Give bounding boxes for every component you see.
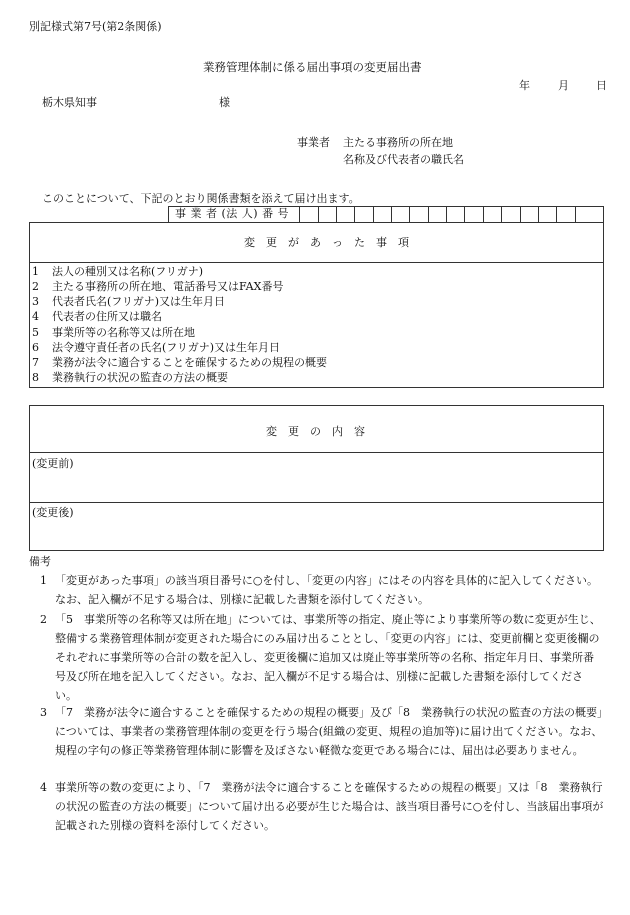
notes-title: 備考 — [29, 555, 51, 568]
date-year: 年 — [519, 79, 530, 92]
changed-item-7[interactable]: 7 業務が法令に適合することを確保するための規程の概要 — [32, 356, 327, 369]
intro-text: このことについて、下記のとおり関係書類を添えて届け出ます。 — [42, 192, 360, 205]
changed-item-8[interactable]: 8 業務執行の状況の監査の方法の概要 — [32, 371, 228, 384]
note-4: 4 事業所等の数の変更により、「7 業務が法令に適合することを確保するための規程の概要」又は「8 業務執行の状況の監査の方法の概要」について届け出る必要が生じた場合は、該当項目番号に○を付し、当該届出事項が記載された別様の資料を添付してください。 — [40, 781, 604, 832]
document-title: 業務管理体制に係る届出事項の変更届出書 — [203, 60, 422, 74]
business-id-label: 事 業 者 (法 人) 番 号 — [175, 207, 290, 220]
note-1: 1 「変更があった事項」の該当項目番号に○を付し、「変更の内容」にはその内容を具体的に記入してください。なお、記入欄が不足する場合は、別様に記載した書類を添付してください。 — [40, 574, 598, 606]
changed-item-6[interactable]: 6 法令遵守責任者の氏名(フリガナ)又は生年月日 — [32, 341, 281, 354]
operator-name-label: 名称及び代表者の職氏名 — [343, 153, 464, 166]
operator-address-label: 主たる事務所の所在地 — [343, 136, 453, 149]
note-2: 2 「5 事業所等の名称等又は所在地」については、事業所等の指定、廃止等により事業所等の数に変更が生じ、整備する業務管理体制が変更された場合にのみ届け出ることとし、「変更の内容」には、変更前欄と変更後欄のそれぞれに事業所等の合計の数を記入し、変更後欄に追加又は廃止等事業所等の名称、指定年月日、事業所番号及び所在地を記入してください。なお、記入欄が不足する場合は、別様に記載した書類を添付してください。 — [40, 613, 601, 702]
date-day: 日 — [596, 79, 607, 92]
change-content-header: 変 更 の 内 容 — [266, 425, 365, 438]
changed-items-header: 変 更 が あ っ た 事 項 — [244, 236, 409, 249]
changed-item-3[interactable]: 3 代表者氏名(フリガナ)又は生年月日 — [32, 295, 226, 308]
changed-item-4[interactable]: 4 代表者の住所又は職名 — [32, 310, 162, 323]
changed-item-1[interactable]: 1 法人の種別又は名称(フリガナ) — [32, 265, 204, 278]
after-label: (変更後) — [32, 506, 74, 519]
operator-label: 事業者 — [297, 136, 330, 149]
note-3: 3 「7 業務が法令に適合することを確保するための規程の概要」及び「8 業務執行の状況の監査の方法の概要」については、事業者の業務管理体制の変更を行う場合(組織の変更、規程の追加等)に届け出てください。なお、規程の字句の修正等業務管理体制に影響を及ぼさない軽微な変更である場合には、届出は必要ありません。 — [40, 706, 603, 757]
honorific: 様 — [219, 96, 230, 109]
before-field[interactable] — [30, 472, 603, 501]
after-field[interactable] — [30, 521, 603, 550]
before-label: (変更前) — [32, 457, 74, 470]
addressee: 栃木県知事 — [42, 96, 97, 109]
date-month: 月 — [558, 79, 569, 92]
changed-item-2[interactable]: 2 主たる事務所の所在地、電話番号又はFAX番号 — [32, 280, 284, 293]
changed-item-5[interactable]: 5 事業所等の名称等又は所在地 — [32, 326, 195, 339]
form-reference: 別記様式第7号(第2条関係) — [29, 20, 162, 33]
